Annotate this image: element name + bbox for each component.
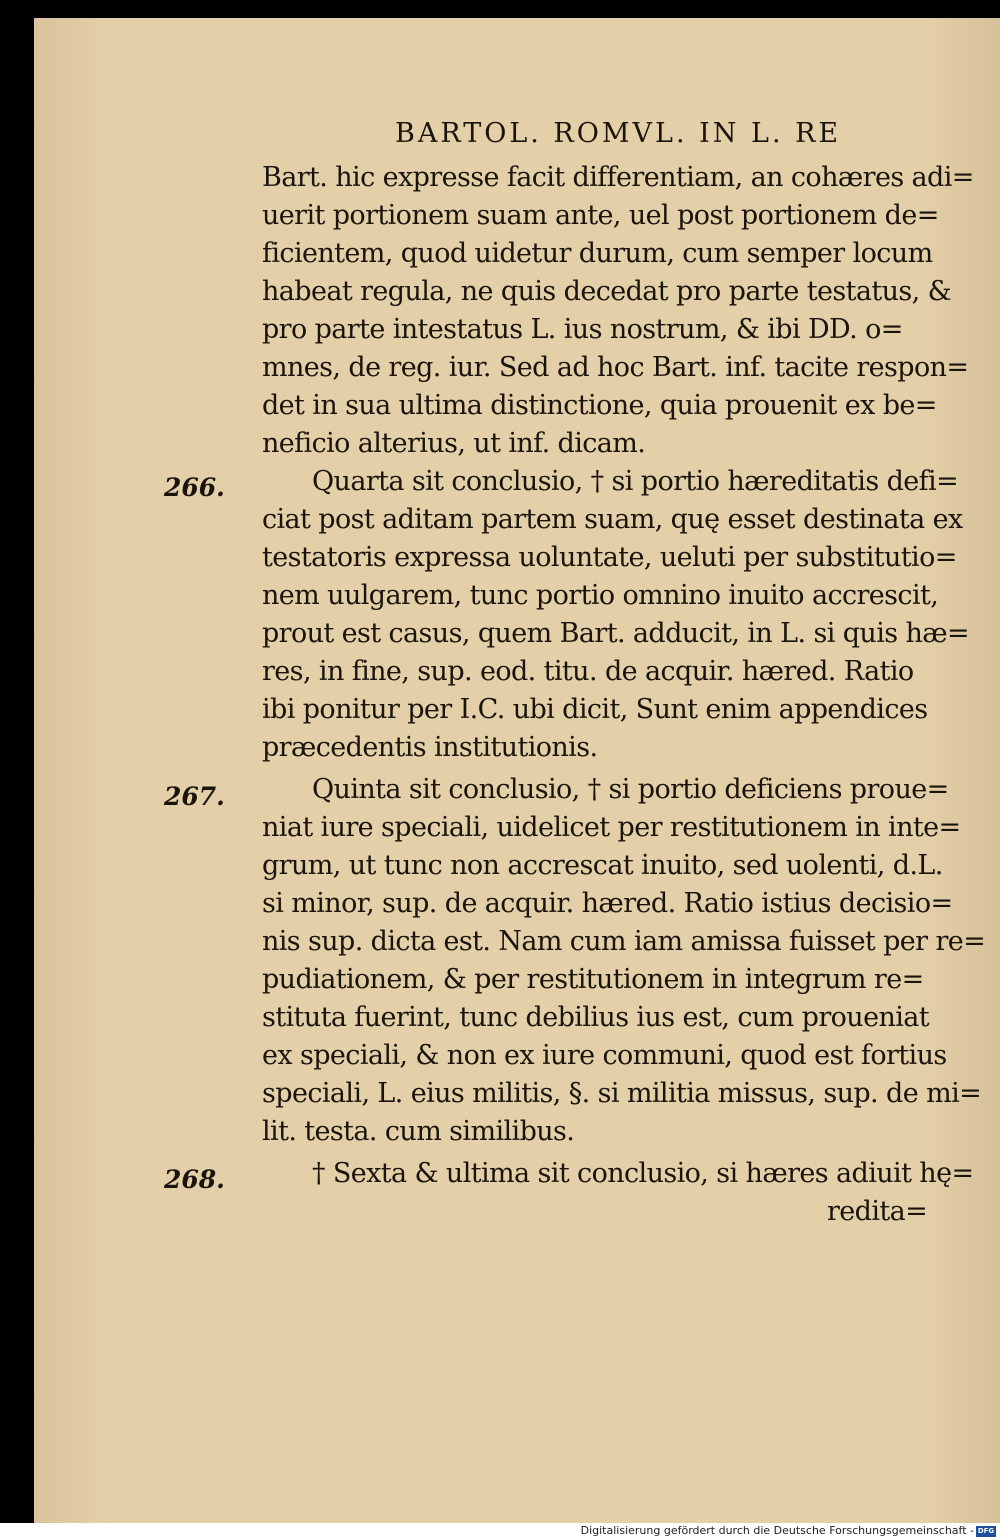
text-line: neficio alterius, ut inf. dicam. [262, 428, 646, 459]
text-line: grum, ut tunc non accrescat inuito, sed uolenti, d.L. [262, 850, 943, 881]
text-line: prout est casus, quem Bart. adducit, in L. si quis hæ= [262, 618, 970, 649]
margin-number: 266. [164, 473, 225, 502]
text-line: niat iure speciali, uidelicet per restitutionem in inte= [262, 812, 961, 843]
text-line: det in sua ultima distinctione, quia prouenit ex be= [262, 390, 937, 421]
text-line: ex speciali, & non ex iure communi, quod est fortius [262, 1040, 947, 1071]
text-line: stituta fuerint, tunc debilius ius est, cum proueniat [262, 1002, 930, 1033]
margin-number: 267. [164, 782, 225, 811]
text-line: † Sexta & ultima sit conclusio, si hæres adiuit hę= [312, 1158, 974, 1189]
text-line: ciat post aditam partem suam, quę esset destinata ex [262, 504, 963, 535]
text-line: ficientem, quod uidetur durum, cum semper locum [262, 238, 933, 269]
text-line: res, in fine, sup. eod. titu. de acquir. hæred. Ratio [262, 656, 914, 687]
text-line: si minor, sup. de acquir. hæred. Ratio istius decisio= [262, 888, 953, 919]
digitization-credit: Digitalisierung gefördert durch die Deutsche Forschungsgemeinschaft - [580, 1524, 974, 1537]
text-line: Quinta sit conclusio, † si portio deficiens proue= [312, 774, 949, 805]
text-line: ibi ponitur per I.C. ubi dicit, Sunt enim appendices [262, 694, 928, 725]
text-line: pudiationem, & per restitutionem in integrum re= [262, 964, 924, 995]
text-line: præcedentis institutionis. [262, 732, 598, 763]
text-line: nis sup. dicta est. Nam cum iam amissa fuisset per re= [262, 926, 986, 957]
catchword: redita= [827, 1196, 928, 1227]
text-line: uerit portionem suam ante, uel post portionem de= [262, 200, 939, 231]
running-header: BARTOL. ROMVL. IN L. RE [395, 118, 842, 149]
text-line: mnes, de reg. iur. Sed ad hoc Bart. inf. tacite respon= [262, 352, 969, 383]
text-line: habeat regula, ne quis decedat pro parte testatus, & [262, 276, 952, 307]
dfg-logo: DFG [977, 1527, 995, 1535]
text-line: pro parte intestatus L. ius nostrum, & ibi DD. o= [262, 314, 903, 345]
text-line: speciali, L. eius militis, §. si militia missus, sup. de mi= [262, 1078, 982, 1109]
text-line: Quarta sit conclusio, † si portio hæreditatis defi= [312, 466, 959, 497]
text-line: nem uulgarem, tunc portio omnino inuito accrescit, [262, 580, 939, 611]
text-line: testatoris expressa uoluntate, ueluti per substitutio= [262, 542, 957, 573]
text-line: lit. testa. cum similibus. [262, 1116, 575, 1147]
text-line: Bart. hic expresse facit differentiam, an cohæres adi= [262, 162, 974, 193]
margin-number: 268. [164, 1165, 225, 1194]
